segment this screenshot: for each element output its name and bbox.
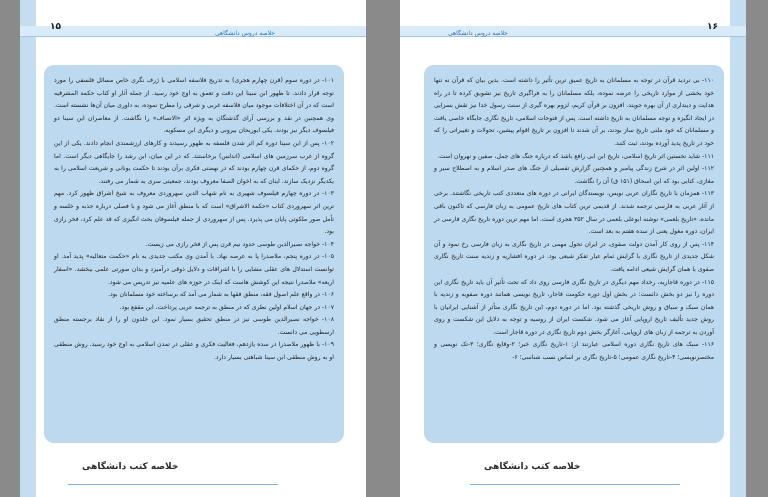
running-header-title: خلاصه دروس دانشگاهی — [448, 30, 508, 37]
page-edge-strip — [730, 0, 746, 497]
page-edge-strip — [20, 0, 36, 497]
paragraph-110: ۱۱۰- بی تردید قرآن در توجه به مسلمانان به تاریخ عمیق ترین تأثیر را داشته است. بدین بیان که قرآن نه تنها خود بخشی از موارد تاریخی را عرضه نموده، بلکه مسلمانان را به فراگیری تاریخ نیز تشویق کرده تا در راه هدایت و دینداری از آن بهره جویند. افزون بر قرآن کریم، لزوم بهره گیری از سنت رسول خدا نیز نقش بسزایی در ایجاد انگیزه و توجه مسلمانان به تاریخ داشته است. پس از فتوحات اسلامی، تاریخ نگاری جایگاه خاصی یافت و مسلمانان که خود ملتی تاریخ ساز بودند، بر آن شدند تا افزون بر تاریخ اقوام پیشین، تحولات و تغییراتی را که خود در تاریخ پدید آورده بودند، ثبت کنند. — [434, 77, 714, 147]
header-band — [20, 26, 366, 36]
right-page — [400, 0, 746, 497]
paragraph-111: ۱۱۱- شاید نخستین اثر تاریخ اسلامی، تاریخ ابن ابی رافع باشد که درباره جنگ های جمل، صفین و نهروان است. — [437, 152, 714, 160]
left-page — [20, 0, 366, 497]
paragraph-112: ۱۱۲- اولین اثر در شرح زندگی پیامبر و همچنین گزارش تفصیلی از جنگ های صدر اسلام و به اصطلاح سیر و مغازی، کتابی بود که ابن اسحاق (۱۵۱ ق) آن را نگاشت. — [434, 165, 714, 185]
content-box — [424, 65, 724, 443]
footer-divider — [68, 484, 278, 485]
paragraph-103: ۱۰۳- در دوره چهارم فیلسوف شهیری به نام شهاب الدین سهروردی معروف به شیخ اشراق ظهور کرد. مهم ترین اثر سهروردی کتاب «حکمة الاشراق» است که با منطق آغاز می شود و با فصلی درباره جذبه و خلسه و تأمل صور ملکوتی پایان می پذیرد. پس از سهروردی از جمله فیلسوفان بحث انگیزی که قد علم کرد، فخر رازی بود. — [54, 190, 334, 236]
footer-title: خلاصه کتب دانشگاهی — [484, 462, 581, 472]
running-header-title: خلاصه دروس دانشگاهی — [215, 30, 275, 37]
page-number: ۱۶ — [707, 22, 718, 32]
content-box — [44, 65, 344, 443]
paragraph-114: ۱۱۴- پس از روی کار آمدن دولت صفوی، در ایران تحول مهمی در تاریخ نگاری به زبان فارسی رخ نمود و آن شکل جدیدی از تاریخ نگاری با گرایش تمام عیار تفکر شیعی بود. در دوره افشاریه و زندیه سنت تاریخ نگاری صفوی با همان گرایش شیعی ادامه یافت. — [434, 240, 714, 273]
header-divider — [20, 36, 366, 37]
paragraph-108: ۱۰۸- خواجه نصیرالدین طوسی نیز در منطق تحقیق بسیار نمود. ابن خلدون او را از نقاد برجسته منطق ارسطویی می دانست. — [54, 316, 334, 336]
paragraph-101: ۱۰۱- در دوره سوم (قرن چهارم هجری) به تدریج فلاسفه اسلامی با ژرف نگری خاص مسائل فلسفی را مورد توجه قرار دادند. تا ظهور ابن سینا این دقت و تعمق به اوج خود رسید. از جمله آثار او کتاب حکمة المشرقیه است که در آن اختلافات موجود میان فلاسفه غربی و شرقی را مطرح نموده، به داوری میان آن‌ها نشسته است. وی همچنین در نقد و بررسی آرای گذشتگان به ویژه اثر «الانصاف» را نگاشت. از معاصران ابن سینا دو فیلسوف دیگر نیز بودند. یکی ابوریحان بیرونی و دیگری ابن مسکویه. — [54, 77, 334, 135]
footer-divider — [470, 484, 680, 485]
paragraph-104: ۱۰۴- خواجه نصیرالدین طوسی حدود نیم قرن پس از فخر رازی می زیست. — [145, 240, 334, 248]
paragraph-107: ۱۰۷- در جهان اسلام اولین نظری که در منطق به ترجمه عربی پرداخت، ابن مقفع بود. — [119, 303, 334, 311]
paragraph-106: ۱۰۶- در واقع علم اصول فقه، منطق فقها به شمار می آمد که برساخته خود مسلمانان بود. — [108, 291, 334, 299]
footer-title: خلاصه کتب دانشگاهی — [82, 462, 179, 472]
paragraph-113: ۱۱۳- همزمان با تاریخ نگاران عربی نویس، نویسندگان ایرانی در دوره های متعددی کتب تاریخی نگاشتند. برخی از آثار عربی به فارسی ترجمه شدند. از قدیمی ترین کتاب های تاریخ عمومی به زبان فارسی که تاکنون باقی مانده، «تاریخ بلعمی» نوشته ابوعلی بلعمی در سال ۳۵۲ هجری است. اما مهم ترین دوره تاریخ نگاری فارسی در ایران، دوره مغول یعنی از سده هفتم به بعد است. — [434, 190, 714, 236]
paragraph-102: ۱۰۲- پس از ابن سینا دوره کم اثر شدن فلسفه به ظهور رسیدند و کارهای ارزشمندی انجام دادند. یکی از این گروه از غرب سرزمین های اسلامی (اندلس) برخاستند. که در این میان، ابن رشد را جایگاهی دیگر است. اما گروه دوم، از حکمای قرن چهارم بودند که در نهضتی فکری برآن بودند تا حکمت یونانی و شریعت اسلامی را به یکدیگر نزدیک سازند. اینان که به اخوان الصفا معروف بودند، جمعیتی سری به شمار می رفتند. — [54, 139, 334, 185]
paragraph-109: ۱۰۹- با ظهور ملاصدرا در سده یازدهم، فعالیت فکری و عقلی در تمدن اسلامی به اوج خود رسید. روش منطقی او به روش منطقی ابن سینا شباهتی بسیار دارد. — [54, 341, 334, 362]
paragraph-115: ۱۱۵- در دوره قاجاریه، رخداد مهم دیگری در تاریخ نگاری فارسی روی داد که تحت تأثیر آن باید تاریخ نگاری این دوره را نیز دو بخش دانست: در بخش اول دوره حکومت قاجار، تاریخ نویسی همانند دوره صفویه و زندیه با همان سبک و سیاق و روش تاریخی گذشته بود. اما در دوره دوم، این تاریخ نگاری متأثر از آشنایی ایرانیان با روش جدید تألیف تاریخ اروپایی آغاز می شود. شکست ایران از روسیه و توجه به دلایل این شکست و روی آوردن به ترجمه از زبان های اروپایی، آغازگر بخش دوم تاریخ نگاری در دوره قاجار است. — [434, 278, 714, 336]
page-number: ۱۵ — [50, 22, 61, 32]
paragraph-116: ۱۱۶- سبک های تاریخ نگاری دوره اسلامی عبارتند از: ۱-تاریخ نگاری خبر؛ ۲-وقایع نگاری؛ ۳-تک نویسی و مختصرنویسی؛ ۴-تاریخ نگاری عمومی؛ ۵-تاریخ نگاری بر اساس نسب شناسی؛ ۶- — [434, 341, 714, 362]
paragraph-105: ۱۰۵- در دوره پنجم، ملاصدرا پا به عرصه نهاد. با آمدن وی مکتب جدیدی به نام «حکمت متعالیه» پدید آمد. او توانست استدلال های عقلی مشایی را با اشراقات و دلایل ذوقی درآمیزد و بدان صورتی علمی ببخشد. «اسفار اربعه» ملاصدرا نتیجه این کوشش هاست که اینک در حوزه های علمیه نیز تدریس می شود. — [54, 253, 334, 286]
